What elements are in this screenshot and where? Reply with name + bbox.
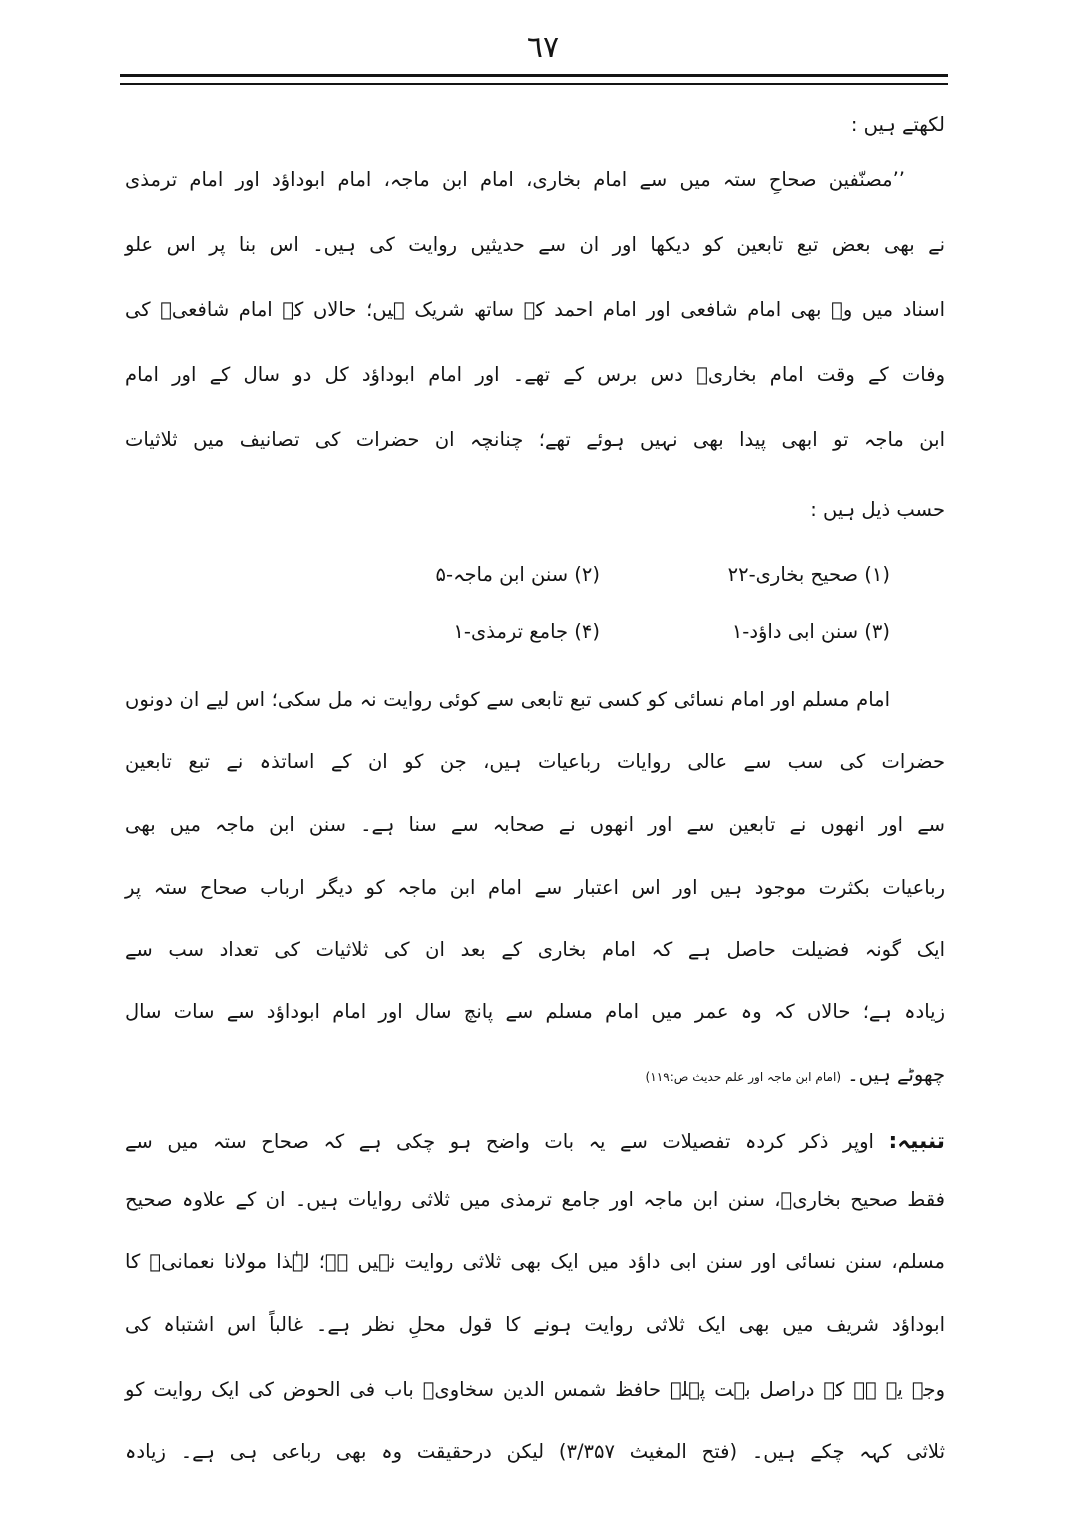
intro-line: لکھتے ہیں : (850, 113, 945, 136)
paragraph-line: امام مسلم اور امام نسائی کو کسی تبع تابعی سے کوئی روایت نہ مل سکی؛ اس لیے ان دونوں (125, 688, 890, 711)
paragraph-line: ایک گونہ فضیلت حاصل ہے کہ امام بخاری کے بعد ان کی ثلاثیات کی تعداد سب سے (125, 938, 945, 961)
header-rule-thin (120, 83, 948, 85)
quote-line: ’’مصنّفین صحاحِ ستہ میں سے امام بخاری، امام ابن ماجہ، امام ابوداؤد اور امام ترمذی (125, 168, 905, 191)
paragraph-closing-text: چھوٹے ہیں۔ (847, 1063, 945, 1086)
quote-line: اسناد میں وہ بھی امام شافعی اور امام احمد کے ساتھ شریک ہیں؛ حالاں کہ امام شافعیؒ کی (125, 298, 945, 321)
note-label: تنبیہ: (888, 1129, 945, 1154)
note-line: وجہ یہ ہے کہ دراصل بہت پہلے حافظ شمس الدین سخاویؒ باب فی الحوض کی ایک روایت کو (125, 1378, 945, 1401)
quote-line: نے بھی بعض تبع تابعین کو دیکھا اور ان سے حدیثیں روایت کی ہیں۔ اس بنا پر اس علو (125, 233, 945, 256)
note-line: ابوداؤد شریف میں بھی ایک ثلاثی روایت ہونے کا قول محلِ نظر ہے۔ غالباً اس اشتباہ کی (125, 1313, 945, 1336)
quote-line: وفات کے وقت امام بخاریؒ دس برس کے تھے۔ اور امام ابوداؤد کل دو سال کے اور امام (125, 363, 945, 386)
header-rule-thick (120, 74, 948, 77)
source-reference: (امام ابن ماجہ اور علم حدیث ص:۱۱۹) (645, 1070, 842, 1084)
list-item: (۲) سنن ابن ماجہ-۵ (435, 563, 600, 586)
note-line: مسلم، سنن نسائی اور سنن ابی داؤد میں ایک بھی ثلاثی روایت نہیں ہے؛ لہٰذا مولانا نعمانیؒ کا (125, 1250, 945, 1273)
page-number: ٦٧ (526, 30, 560, 65)
note-line: ثلاثی کہہ چکے ہیں۔ (فتح المغیث ۳/۳۵۷) لیکن درحقیقت وہ بھی رباعی ہی ہے۔ زیادہ (125, 1440, 945, 1463)
note-first-line (125, 1114, 945, 1170)
paragraph-line: زیادہ ہے؛ حالاں کہ وہ عمر میں امام مسلم سے پانچ سال اور امام ابوداؤد سے سات سال (125, 1000, 945, 1023)
paragraph-line: حضرات کی سب سے عالی روایات رباعیات ہیں، جن کو ان کے اساتذہ نے تبع تابعین (125, 750, 945, 773)
paragraph-line: رباعیات بکثرت موجود ہیں اور اس اعتبار سے امام ابن ماجہ کو دیگر ارباب صحاح ستہ پر (125, 876, 945, 899)
note-line: فقط صحیح بخاریؒ، سنن ابن ماجہ اور جامع ترمذی میں ثلاثی روایات ہیں۔ ان کے علاوہ صحیح (125, 1188, 945, 1211)
paragraph-line: سے اور انھوں نے تابعین سے اور انھوں نے صحابہ سے سنا ہے۔ سنن ابن ماجہ میں بھی (125, 813, 945, 836)
list-item: (۴) جامع ترمذی-۱ (453, 620, 600, 643)
paragraph-closing-line (125, 1047, 945, 1105)
list-item: (۳) سنن ابی داؤد-۱ (731, 620, 890, 643)
quote-line: ابن ماجہ تو ابھی پیدا بھی نہیں ہوئے تھے؛ چنانچہ ان حضرات کی تصانیف میں ثلاثیات (125, 428, 945, 451)
list-item: (۱) صحیح بخاری-۲۲ (727, 563, 890, 586)
note-first-line-text: اوپر ذکر کردہ تفصیلات سے یہ بات واضح ہو چکی ہے کہ صحاح ستہ میں سے (125, 1130, 874, 1153)
quote-closing-line: حسب ذیل ہیں : (810, 498, 945, 521)
